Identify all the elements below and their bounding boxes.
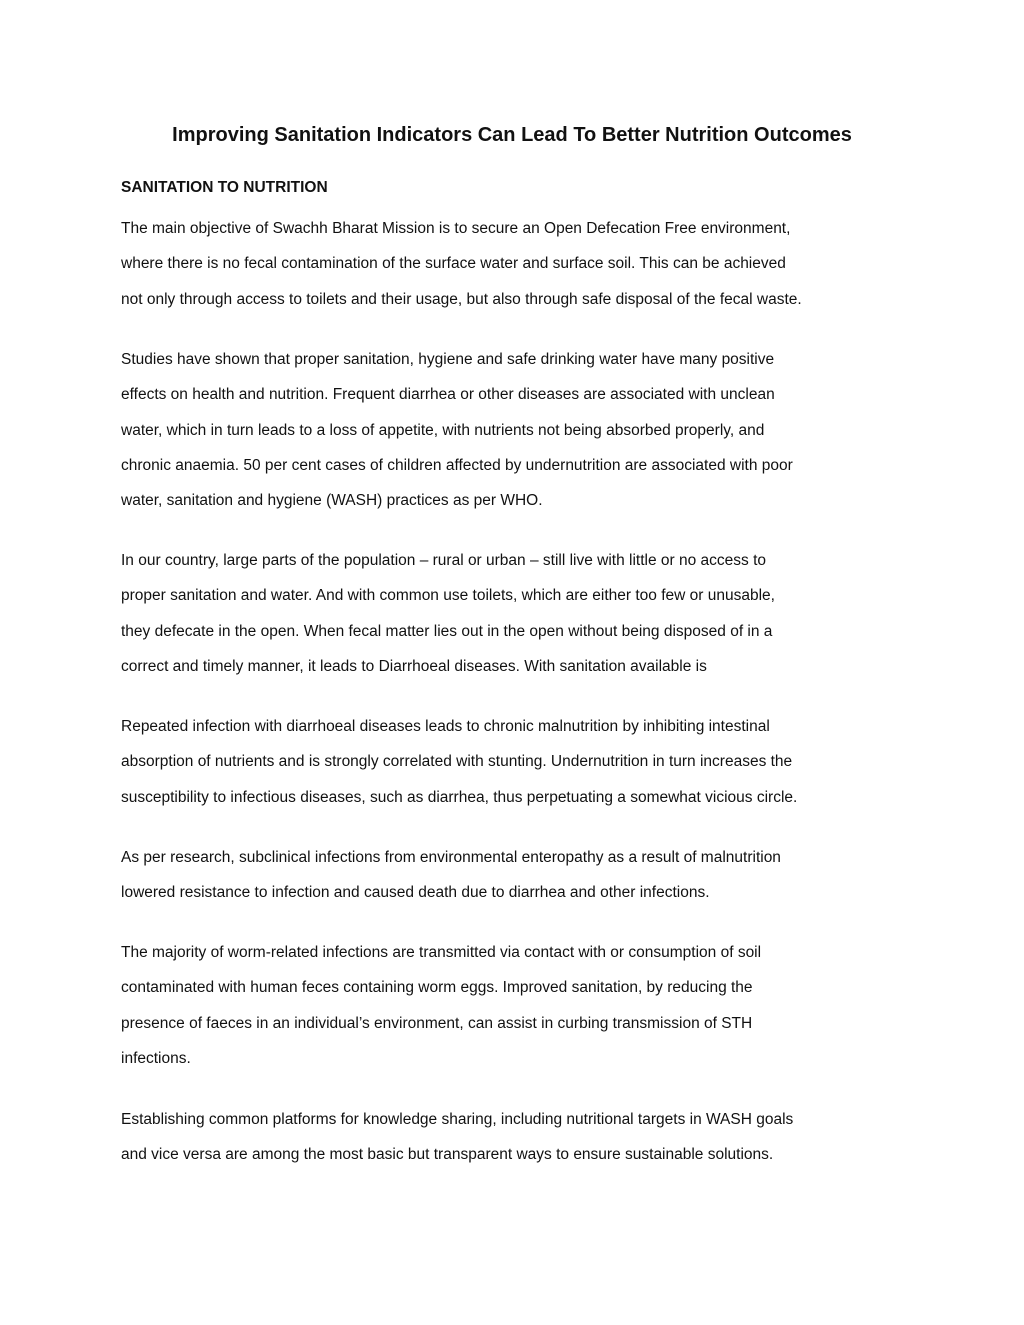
document-title: Improving Sanitation Indicators Can Lead To Better Nutrition Outcomes	[172, 124, 852, 146]
paragraph-line: they defecate in the open. When fecal matter lies out in the open without being disposed of in a	[121, 622, 773, 640]
paragraph-line: correct and timely manner, it leads to Diarrhoeal diseases. With sanitation available is	[121, 657, 707, 675]
paragraph-research	[121, 840, 921, 911]
paragraph-line: where there is no fecal contamination of the surface water and surface soil. This can be achieved	[121, 255, 786, 273]
paragraph-line: water, which in turn leads to a loss of appetite, with nutrients not being absorbed properly, and	[121, 421, 765, 439]
paragraph-worm-infections	[121, 935, 921, 1076]
paragraph-line: susceptibility to infectious diseases, such as diarrhea, thus perpetuating a somewhat vicious circle.	[121, 788, 798, 806]
paragraph-line: not only through access to toilets and their usage, but also through safe disposal of the fecal waste.	[121, 290, 802, 308]
paragraph-line: and vice versa are among the most basic but transparent ways to ensure sustainable solutions.	[121, 1146, 774, 1164]
paragraph-open-defecation	[121, 543, 921, 684]
paragraph-knowledge-sharing	[121, 1102, 921, 1173]
paragraph-line: As per research, subclinical infections from environmental enteropathy as a result of malnutrition	[121, 849, 781, 866]
paragraph-line: water, sanitation and hygiene (WASH) practices as per WHO.	[121, 492, 543, 510]
paragraph-line: absorption of nutrients and is strongly correlated with stunting. Undernutrition in turn increases the	[121, 753, 793, 771]
paragraph-line: chronic anaemia. 50 per cent cases of children affected by undernutrition are associated with poor	[121, 456, 793, 474]
section-heading: SANITATION TO NUTRITION	[121, 179, 328, 196]
paragraph-swachh-bharat-objective	[121, 211, 921, 317]
paragraph-line: presence of faeces in an individual’s environment, can assist in curbing transmission of STH	[121, 1014, 753, 1032]
paragraph-line: contaminated with human feces containing worm eggs. Improved sanitation, by reducing the	[121, 979, 753, 997]
paragraph-line: The main objective of Swachh Bharat Mission is to secure an Open Defecation Free environment,	[121, 220, 791, 237]
paragraph-line: infections.	[121, 1049, 191, 1067]
paragraph-line: proper sanitation and water. And with common use toilets, which are either too few or unusable,	[121, 587, 775, 605]
paragraph-line: lowered resistance to infection and caused death due to diarrhea and other infections.	[121, 884, 710, 902]
paragraph-line: Repeated infection with diarrhoeal diseases leads to chronic malnutrition by inhibiting intestinal	[121, 718, 770, 735]
paragraph-line: effects on health and nutrition. Frequent diarrhea or other diseases are associated with unclean	[121, 386, 775, 404]
paragraph-health-effects	[121, 342, 921, 518]
paragraph-repeated-infection	[121, 709, 921, 815]
paragraph-line: In our country, large parts of the population – rural or urban – still live with little or no access to	[121, 552, 767, 569]
paragraph-line: Studies have shown that proper sanitation, hygiene and safe drinking water have many positive	[121, 351, 775, 368]
paragraph-line: Establishing common platforms for knowledge sharing, including nutritional targets in WASH goals	[121, 1111, 794, 1128]
paragraph-line: The majority of worm-related infections are transmitted via contact with or consumption of soil	[121, 944, 762, 961]
